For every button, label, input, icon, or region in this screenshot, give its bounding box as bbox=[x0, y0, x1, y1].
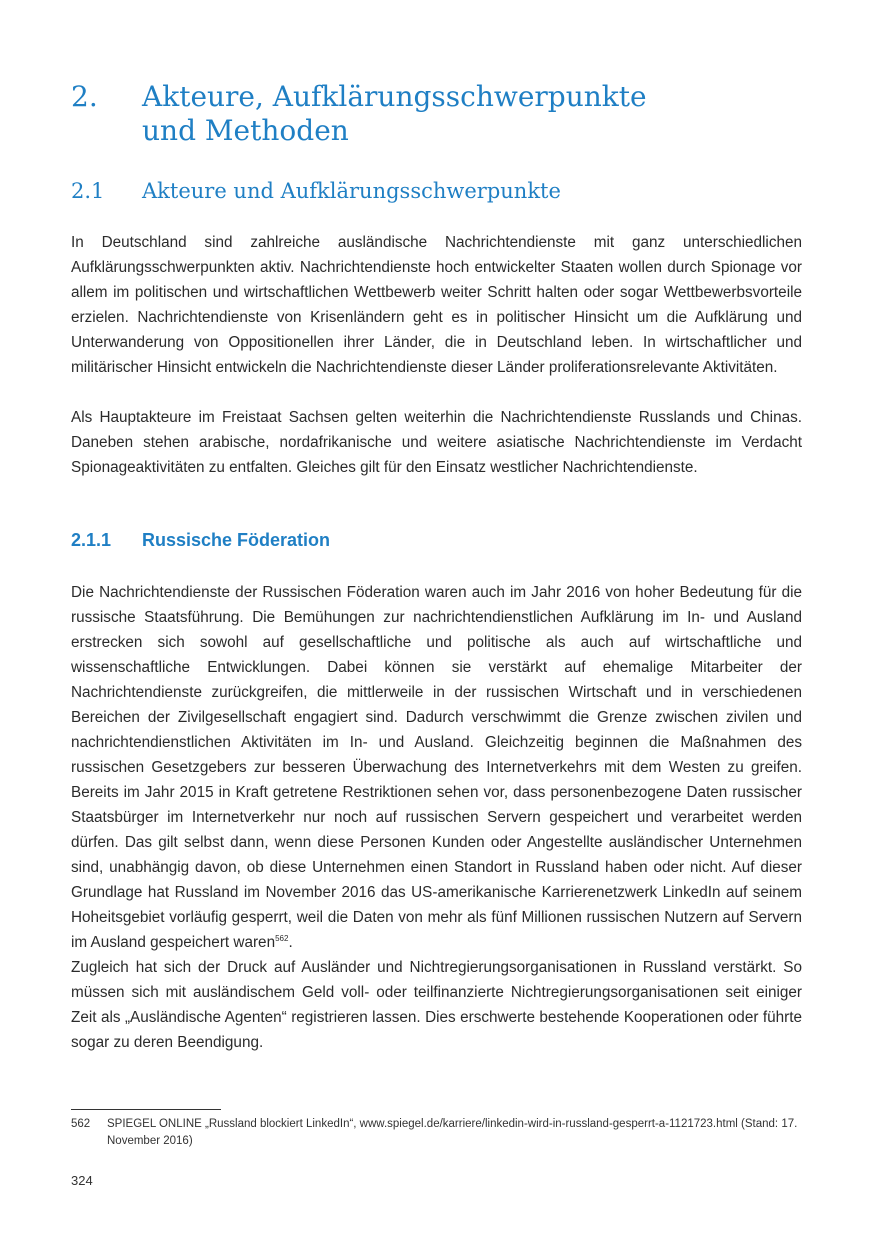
footnote-divider bbox=[71, 1109, 221, 1110]
footnote-text: SPIEGEL ONLINE „Russland blockiert LinkedIn“, www.spiegel.de/karriere/linkedin-wird-in-russland-gesperrt-a-1121723.html (Stand: 17. November 2016) bbox=[107, 1118, 798, 1147]
page-number: 324 bbox=[71, 1173, 93, 1188]
chapter-title-line1: Akteure, Aufklärungsschwerpunkte bbox=[142, 80, 647, 113]
russia-paragraph-1 bbox=[71, 580, 802, 955]
chapter-title bbox=[142, 80, 742, 148]
chapter-number: 2. bbox=[71, 80, 98, 113]
subsection-title: Russische Föderation bbox=[142, 530, 331, 550]
russia-paragraph-1-end: . bbox=[288, 934, 293, 951]
footnote-reference: 562 bbox=[275, 934, 289, 943]
intro-paragraph-2: Als Hauptakteure im Freistaat Sachsen gelten weiterhin die Nachrichtendienste Russlands und Chinas. Daneben stehen arabische, nordafrikanische und weitere asiatische Nachrichtendienste im Verdacht Spionageaktivitäten zu entfalten. Gleiches gilt für den Einsatz westlicher Nachrichtendienste. bbox=[71, 409, 802, 476]
intro-paragraph-1: In Deutschland sind zahlreiche ausländische Nachrichtendienste mit ganz unterschiedlichen Aufklärungsschwerpunkten aktiv. Nachrichtendienste hoch entwickelter Staaten wollen durch Spionage vor allem im politischen und wirtschaftlichen Wettbewerb weiter Schritt halten oder sogar Wettbewerbsvorteile erzielen. Nachrichtendienste von Krisenländern geht es in politischer Hinsicht um die Aufklärung und Unterwanderung von Oppositionellen ihrer Länder, die in Deutschland leben. In wirtschaftlicher und militärischer Hinsicht entwickeln die Nachrichtendienste dieser Länder proliferationsrelevante Aktivitäten. bbox=[71, 234, 802, 376]
section-title: Akteure und Aufklärungsschwerpunkte bbox=[142, 179, 561, 203]
chapter-title-line2: und Methoden bbox=[142, 114, 349, 147]
russia-paragraph-2: Zugleich hat sich der Druck auf Ausländer und Nichtregierungsorganisationen in Russland verstärkt. So müssen sich mit ausländischem Geld voll- oder teilfinanzierte Nichtregierungsorganisationen seit einiger Zeit als „Ausländische Agenten“ registrieren lassen. Dies erschwerte bestehende Kooperationen oder führte sogar zu deren Beendigung. bbox=[71, 959, 802, 1051]
footnote-number: 562 bbox=[71, 1118, 91, 1130]
russia-paragraph-1-text: Die Nachrichtendienste der Russischen Föderation waren auch im Jahr 2016 von hoher Bedeutung für die russische Staatsführung. Die Bemühungen zur nachrichtendienstlichen Aufklärung im In- und Ausland erstrecken sich sowohl auf gesellschaftliche und politische als auch auf wirtschaftliche und wissenschaftliche Entwicklungen. Dabei können sie verstärkt auf ehemalige Mitarbeiter der Nachrichtendienste zurückgreifen, die mittlerweile in der russischen Wirtschaft und in verschiedenen Bereichen der Zivilgesellschaft engagiert sind. Dadurch verschwimmt die Grenze zwischen zivilen und nachrichtendienstlichen Aktivitäten im In- und Ausland. Gleichzeitig beginnen die Maßnahmen des russischen Gesetzgebers zur besseren Überwachung des Internetverkehrs mit dem Westen zu greifen. Bereits im Jahr 2015 in Kraft getretene Restriktionen sehen vor, dass personenbezogene Daten russischer Staatsbürger im Internetverkehr nur noch auf russischen Servern gespeichert und verarbeitet werden dürfen. Das gilt selbst dann, wenn diese Personen Kunden oder Angestellte ausländischer Unternehmen sind, unabhängig davon, ob diese Unternehmen einen Standort in Russland haben oder nicht. Auf dieser Grundlage hat Russland im November 2016 das US-amerikanische Karrierenetzwerk LinkedIn auf seinem Hoheitsgebiet vorläufig gesperrt, weil die Daten von mehr als fünf Millionen russischen Nutzern auf Servern im Ausland gespeichert waren bbox=[71, 584, 802, 951]
section-number: 2.1 bbox=[71, 179, 105, 203]
subsection-number: 2.1.1 bbox=[71, 530, 112, 550]
